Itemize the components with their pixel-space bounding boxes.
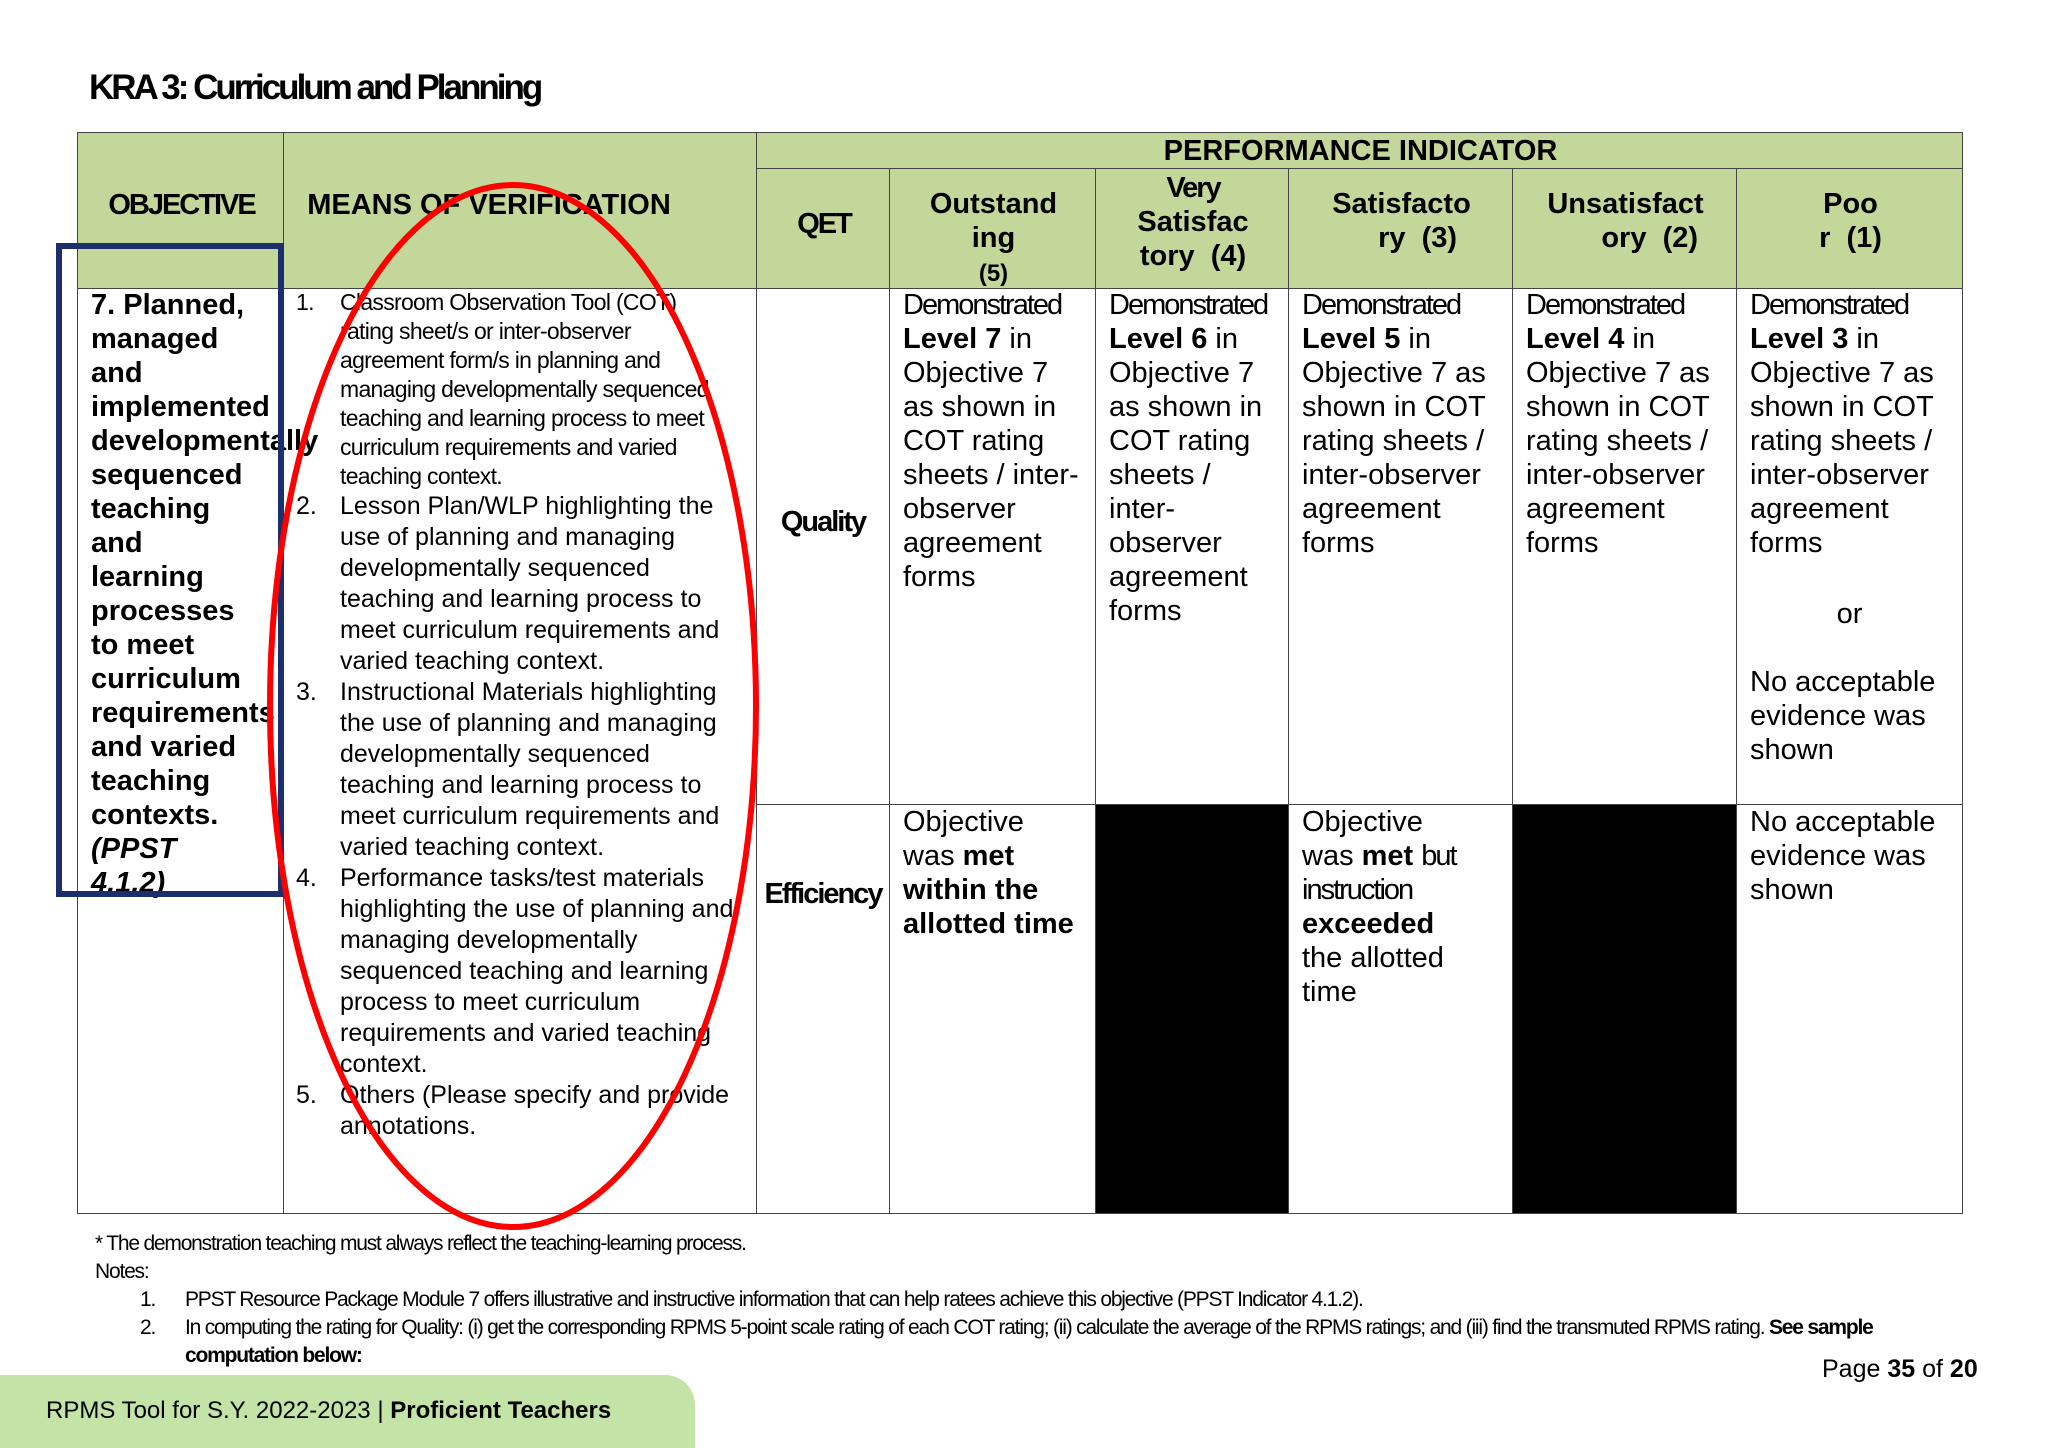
note-item: 1. PPST Resource Package Module 7 offers illustrative and instructive information that can help ratees achieve this objective (PPST Indicator 4.1.2). (140, 1288, 1363, 1311)
outstanding-header: Outstand ing (5) (929, 188, 1058, 287)
quality-unsatisfactory-text: Demonstrated Level 4 in Objective 7 as shown in COT rating sheets / inter-observer agreement forms (1526, 289, 1710, 559)
note-item: 2. In computing the rating for Quality: (i) get the corresponding RPMS 5-point scale rating of each COT rating; (ii) calculate the average of the RPMS ratings; and (iii) find the transmuted RPMS rating. See sample computation below: (140, 1316, 1873, 1367)
quality-label-cell (756, 288, 890, 805)
quality-label: Quality (780, 506, 866, 538)
quality-poor-alt: No acceptable evidence was shown (1750, 666, 1936, 766)
mov-item: 3. Instructional Materials highlighting the use of planning and managing developmentally sequenced teaching and learning process to meet curriculum requirements and varied teaching context. (296, 678, 720, 861)
objective-statement: 7. Planned, managed and implemented developmentally sequenced teaching and learning processes to meet curriculum requirements and varied teaching contexts. (91, 289, 319, 831)
quality-poor-or: or (1836, 598, 1863, 630)
efficiency-unsatisfactory-blackout (1512, 804, 1737, 1214)
quality-very-satisfactory-text: Demonstrated Level 6 in Objective 7 as shown in COT rating sheets / inter-observer agreement forms (1109, 289, 1268, 627)
performance-indicator-header-cell (756, 132, 1963, 169)
objective-ppst: (PPST 4.1.2) (91, 833, 177, 899)
mov-item: 2. Lesson Plan/WLP highlighting the use of planning and managing developmentally sequenced teaching and learning process to meet curriculum requirements and varied teaching context. (296, 492, 720, 675)
efficiency-outstanding-text: Objective was met within the allotted time (903, 806, 1074, 940)
mov-item: 4. Performance tasks/test materials highlighting the use of planning and managing developmentally sequenced teaching and learning process to meet curriculum requirements and varied teaching context. (296, 864, 734, 1078)
poor-header: Poo r (1) (1819, 188, 1882, 254)
notes-section (95, 1230, 1955, 1370)
outstanding-header-cell (889, 168, 1096, 289)
page-number: Page 35 of 20 (1822, 1355, 1978, 1383)
quality-satisfactory-text: Demonstrated Level 5 in Objective 7 as shown in COT rating sheets / inter-observer agreement forms (1302, 289, 1486, 559)
notes-list (95, 1286, 1955, 1370)
objective-header: OBJECTIVE (108, 189, 255, 221)
satisfactory-header: Satisfacto ry (3) (1332, 188, 1471, 254)
objective-header-cell (77, 132, 284, 289)
very-satisfactory-header: Very Satisfac tory (4) (1137, 172, 1249, 272)
means-of-verification-list (290, 288, 735, 1142)
efficiency-label: Efficiency (764, 878, 882, 910)
satisfactory-header-cell (1288, 168, 1513, 289)
footer-text: RPMS Tool for S.Y. 2022-2023 | Proficient Teachers (46, 1397, 612, 1424)
efficiency-label-cell (756, 804, 890, 1214)
kra-title: KRA 3: Curriculum and Planning (89, 68, 541, 107)
efficiency-poor-text: No acceptable evidence was shown (1750, 806, 1936, 906)
qet-header: QET (797, 208, 851, 240)
objective-text (91, 288, 319, 900)
very-satisfactory-header-cell (1095, 168, 1289, 289)
quality-poor-text: Demonstrated Level 3 in Objective 7 as shown in COT rating sheets / inter-observer agreement forms (1750, 289, 1934, 559)
efficiency-very-satisfactory-blackout (1095, 804, 1289, 1214)
unsatisfactory-header: Unsatisfact ory (2) (1547, 188, 1704, 254)
unsatisfactory-header-cell (1512, 168, 1737, 289)
performance-indicator-header: PERFORMANCE INDICATOR (1163, 135, 1558, 167)
poor-header-cell (1736, 168, 1963, 289)
asterisk-note: * The demonstration teaching must always reflect the teaching-learning process. (95, 1232, 746, 1255)
means-header-cell (283, 132, 757, 289)
mov-item: 5. Others (Please specify and provide annotations. (296, 1081, 730, 1140)
efficiency-satisfactory-text: Objective was met but instruction exceeded the allotted time (1302, 806, 1456, 1008)
quality-outstanding-text: Demonstrated Level 7 in Objective 7 as shown in COT rating sheets / inter-observer agreement forms (903, 289, 1079, 593)
qet-header-cell (756, 168, 890, 289)
means-header: MEANS OF VERIFICATION (307, 189, 671, 221)
mov-item: 1. Classroom Observation Tool (COT) rating sheet/s or inter-observer agreement form/s in planning and managing developmentally sequenced teaching and learning process to meet curriculum requirements and varied teaching context. (296, 289, 709, 489)
notes-label: Notes: (95, 1260, 149, 1283)
